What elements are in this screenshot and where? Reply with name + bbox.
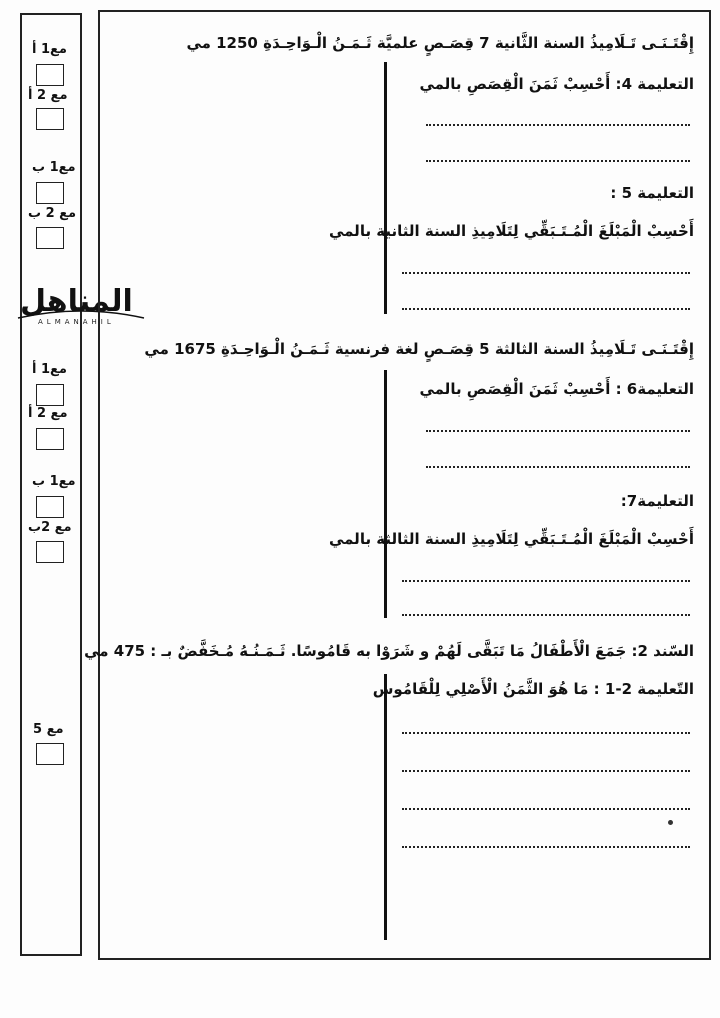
criterion-label: مع 2 أ (28, 88, 68, 103)
answer-line[interactable] (426, 124, 690, 126)
answer-line[interactable] (402, 808, 690, 810)
criterion-box[interactable] (36, 227, 64, 249)
criterion-label: مع 2 أ (28, 406, 68, 421)
column-divider (384, 62, 387, 314)
instruction-2-1: التّعليمة 2-1 : مَا هُوَ الثَّمَنُ الْأَصْلِي لِلْقَامُوس (372, 680, 694, 698)
instruction-6: التعليمة6 : أَحْسِبْ ثَمَنَ الْقِصَصِ بالمي (419, 380, 694, 398)
answer-line[interactable] (402, 846, 690, 848)
instruction-4: التعليمة 4: أَحْسِبْ ثَمَنَ الْقِصَصِ بالمي (419, 75, 694, 93)
criterion-box[interactable] (36, 108, 64, 130)
criterion-label: مع 2 ب (28, 206, 77, 221)
answer-line[interactable] (402, 732, 690, 734)
criterion-label: مع1 ب (32, 474, 76, 489)
criterion-label: مع 5 (33, 722, 64, 737)
sanad-2: السّند 2: جَمَعَ الْأَطْفَالُ مَا تَبَقَّى لَهُمْ و شَرَوْا به قَامُوسًا. ثَـمَـنُـهُ مُـخَفَّضٌ بـ : 475 مي (84, 642, 694, 660)
criterion-label: مع1 أ (32, 362, 67, 377)
instruction-5: أَحْسِبْ الْمَبْلَغَ الْمُـتَـبَقِّي لِتَلَامِيذِ السنة الثانية بالمي (328, 222, 694, 240)
instruction-7: أَحْسِبْ الْمَبْلَغَ الْمُـتَـبَقِّي لِتَلَامِيذِ السنة الثالثة بالمي (328, 530, 694, 548)
answer-line[interactable] (402, 308, 690, 310)
criterion-box[interactable] (36, 428, 64, 450)
criterion-box[interactable] (36, 64, 64, 86)
scan-speck (668, 820, 673, 825)
answer-line[interactable] (402, 272, 690, 274)
answer-line[interactable] (402, 614, 690, 616)
criterion-box[interactable] (36, 384, 64, 406)
answer-line[interactable] (402, 770, 690, 772)
column-divider (384, 370, 387, 618)
instruction-5-title: التعليمة 5 : (610, 184, 694, 202)
criterion-label: مع 2ب (28, 520, 72, 535)
answer-line[interactable] (426, 160, 690, 162)
criterion-label: مع1 ب (32, 160, 76, 175)
answer-line[interactable] (426, 466, 690, 468)
answer-line[interactable] (426, 430, 690, 432)
exercise-box (98, 10, 711, 960)
logo-wordmark: المناهل (20, 284, 133, 319)
instruction-7-title: التعليمة7: (620, 492, 694, 510)
criterion-box[interactable] (36, 182, 64, 204)
criterion-label: مع1 أ (32, 42, 67, 57)
answer-line[interactable] (402, 580, 690, 582)
section1-header: إِقْتَـنَـى تَـلَامِيذُ السنة الثَّانية 7 قِصَـصٍ علميَّة ثَـمَـنُ الْـوَاحِـدَةِ 1250 مي (186, 34, 694, 52)
criterion-box[interactable] (36, 496, 64, 518)
criterion-box[interactable] (36, 541, 64, 563)
column-divider (384, 674, 387, 940)
section2-header: إِقْتَـنَـى تَـلَامِيذُ السنة الثالثة 5 قِصَـصٍ لغة فرنسية ثَـمَـنُ الْـوَاحِـدَةِ 1675 مي (144, 340, 694, 358)
logo-subtitle: ALMANAHIL (38, 318, 115, 326)
criterion-box[interactable] (36, 743, 64, 765)
